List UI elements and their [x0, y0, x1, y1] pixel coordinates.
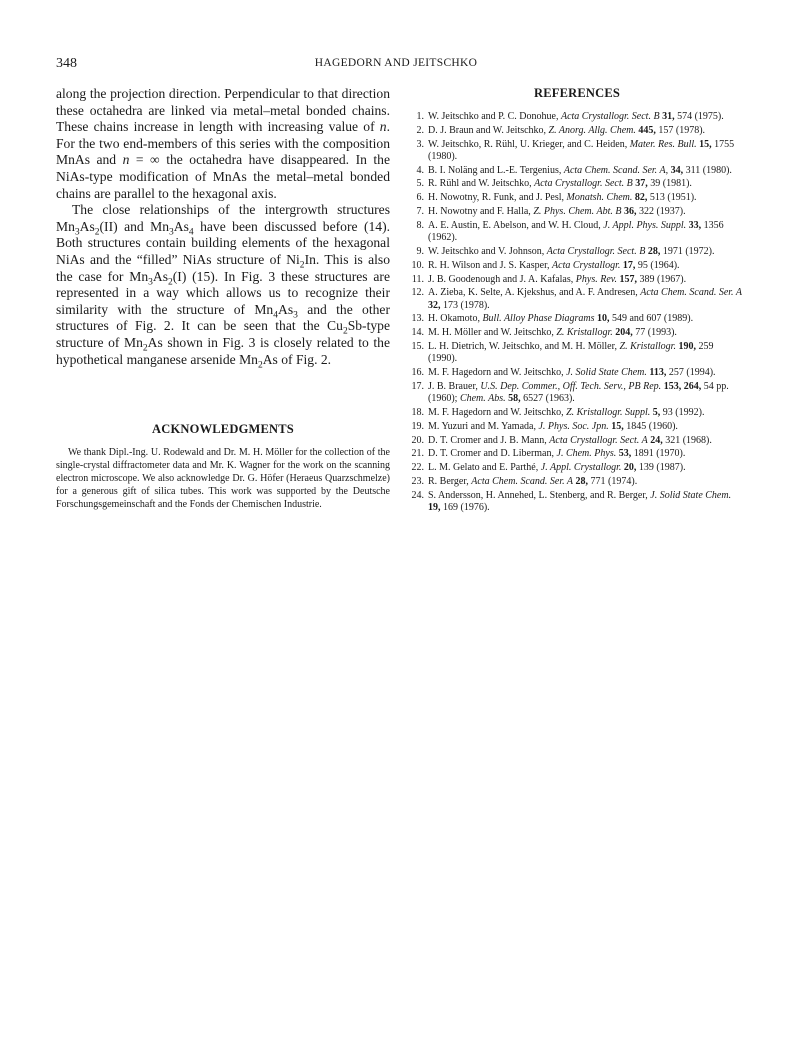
- reference-item: 1. W. Jeitschko and P. C. Donohue, Acta Crystallogr. Sect. B 31, 574 (1975).: [416, 111, 724, 122]
- reference-item: 5. R. Rühl and W. Jeitschko, Acta Crystallogr. Sect. B 37, 39 (1981).: [416, 178, 692, 190]
- reference-list: [410, 111, 744, 514]
- reference-item: 16. M. F. Hagedorn and W. Jeitschko, J. Solid State Chem. 113, 257 (1994).: [411, 367, 716, 379]
- paragraph-2: The close relationships of the intergrowth structures $Mn_3As_2(II)$ and $Mn_3As_4$ have been discussed before (14). Both structures contain building elements of the hexagonal NiAs and the “filled” NiAs structure of $Ni_2In$. This is also the case for $Mn_3As_2(I)$ (15). In Fig. 3 these structures are represented in a way which allows us to recognize their similarity with the structure of $Mn_4As_3$ and the other structures of Fig. 2. It can be seen that the $Cu_2Sb$-type structure of $Mn_2As$ shown in Fig. 3 is closely related to the hypothetical manganese arsenide $Mn_2As$ of Fig. 2.: [56, 202, 390, 371]
- acknowledgments-heading: ACKNOWLEDGMENTS: [152, 422, 294, 437]
- reference-item: 11. J. B. Goodenough and J. A. Kafalas, Phys. Rev. 157, 389 (1967).: [411, 273, 687, 285]
- left-column: [56, 86, 390, 512]
- reference-item: 20. D. T. Cromer and J. B. Mann, Acta Crystallogr. Sect. A 24, 321 (1968).: [411, 434, 712, 446]
- reference-item: 12. A. Zieba, K. Selte, A. Kjekshus, and A. F. Andresen, Acta Chem. Scand. Ser. A 32, 173 (1978).: [411, 287, 742, 311]
- reference-item: 21. D. T. Cromer and D. Liberman, J. Chem. Phys. 53, 1891 (1970).: [411, 448, 686, 460]
- reference-item: 19. M. Yuzuri and M. Yamada, J. Phys. Soc. Jpn. 15, 1845 (1960).: [411, 420, 678, 432]
- page-number: 348: [56, 56, 77, 71]
- references-heading: REFERENCES: [533, 86, 621, 100]
- reference-item: 7. H. Nowotny and F. Halla, Z. Phys. Chem. Abt. B 36, 322 (1937).: [416, 206, 686, 218]
- reference-item: 18. M. F. Hagedorn and W. Jeitschko, Z. Kristallogr. Suppl. 5, 93 (1992).: [411, 407, 705, 419]
- reference-item: 10. R. H. Wilson and J. S. Kasper, Acta Crystallogr. 17, 95 (1964).: [411, 259, 680, 271]
- reference-item: 15. L. H. Dietrich, W. Jeitschko, and M. H. Möller, Z. Kristallogr. 190, 259 (1990).: [411, 341, 714, 365]
- acknowledgments-text: We thank Dipl.-Ing. U. Rodewald and Dr. M. H. Möller for the collection of the single-crystal diffractometer data and Mr. K. Wagner for the work on the scanning electron microscope. We also acknowledge Dr. G. Höfer (Heraeus Quarzschmelze) for a generous gift of silica tubes. This work was supported by the Deutsche Forschungsgemeinschaft and the Fonds der Chemischen Industrie.: [56, 447, 390, 510]
- right-column: [410, 86, 744, 516]
- reference-item: 13. H. Okamoto, Bull. Alloy Phase Diagrams 10, 549 and 607 (1989).: [411, 313, 694, 325]
- reference-item: 2. D. J. Braun and W. Jeitschko, Z. Anorg. Allg. Chem. 445, 157 (1978).: [416, 124, 706, 136]
- reference-item: 23. R. Berger, Acta Chem. Scand. Ser. A 28, 771 (1974).: [411, 476, 638, 488]
- paragraph-1: along the projection direction. Perpendicular to that direction these octahedra are linked via metal–metal bonded chains. These chains increase in length with increasing value of n. For the two end-members of this series with the composition MnAs and n = ∞ the octahedra have disappeared. In the NiAs-type modification of MnAs the metal–metal bonded chains are parallel to the hexagonal axis.: [56, 86, 390, 201]
- reference-item: 3. W. Jeitschko, R. Rühl, U. Krieger, and C. Heiden, Mater. Res. Bull. 15, 1755 (1980).: [416, 138, 735, 162]
- reference-item: 8. A. E. Austin, E. Abelson, and W. H. Cloud, J. Appl. Phys. Suppl. 33, 1356 (1962).: [416, 219, 724, 244]
- reference-item: 9. W. Jeitschko and V. Johnson, Acta Crystallogr. Sect. B 28, 1971 (1972).: [416, 245, 715, 257]
- reference-item: 14. M. H. Möller and W. Jeitschko, Z. Kristallogr. 204, 77 (1993).: [411, 327, 677, 339]
- body-text: [56, 86, 390, 371]
- running-head: HAGEDORN AND JEITSCHKO: [314, 57, 478, 69]
- reference-item: 22. L. M. Gelato and E. Parthé, J. Appl. Crystallogr. 20, 139 (1987).: [411, 462, 686, 474]
- reference-item: 4. B. I. Noläng and L.-E. Tergenius, Acta Chem. Scand. Ser. A, 34, 311 (1980).: [416, 164, 732, 176]
- reference-item: 17. J. B. Brauer, U.S. Dep. Commer., Off. Tech. Serv., PB Rep. 153, 264, 54 pp. (1960); Chem. Abs. 58, 6527 (1963).: [411, 380, 729, 405]
- reference-item: 6. H. Nowotny, R. Funk, and J. Pesl, Monatsh. Chem. 82, 513 (1951).: [416, 192, 697, 204]
- reference-item: 24. S. Andersson, H. Annehed, L. Stenberg, and R. Berger, J. Solid State Chem. 19, 169 (1976).: [411, 489, 732, 514]
